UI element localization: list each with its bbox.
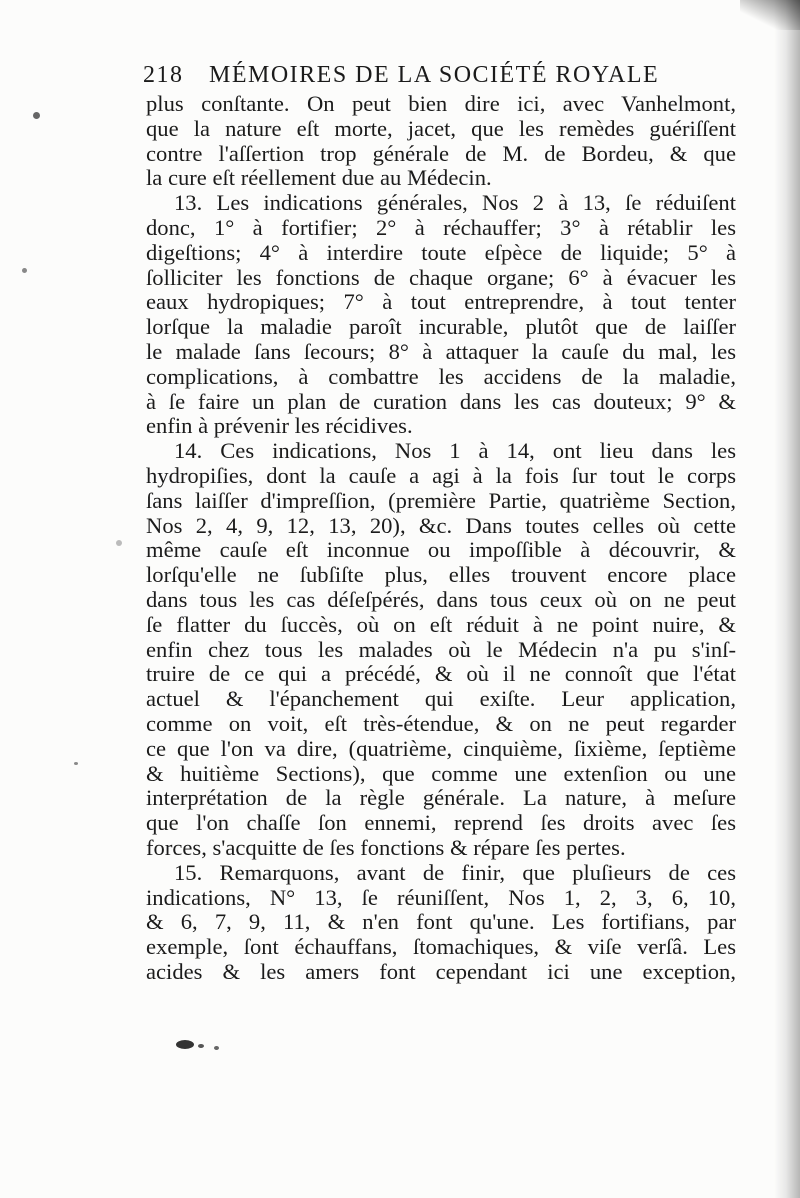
text-line: la cure eſt réellement due au Médecin. — [146, 165, 492, 191]
running-header — [143, 62, 743, 89]
text-line: comme on voit, eſt très-étendue, & on ne peut regarder — [146, 710, 736, 736]
ink-blot — [22, 268, 27, 273]
text-line: le malade ſans ſecours; 8° à attaquer la cauſe du mal, les — [146, 338, 736, 364]
text-line: 15. Remarquons, avant de finir, que pluſieurs de ces — [174, 859, 736, 885]
text-line: indications, N° 13, ſe réuniſſent, Nos 1, 2, 3, 6, 10, — [146, 884, 736, 910]
text-line: ſans laiſſer d'impreſſion, (première Partie, quatrième Section, — [146, 487, 736, 513]
text-line: & huitième Sections), que comme une extenſion ou une — [146, 760, 736, 786]
text-line: eaux hydropiques; 7° à tout entreprendre, à tout tenter — [146, 289, 736, 315]
text-line: enfin chez tous les malades où le Médecin n'a pu s'inſ- — [146, 636, 736, 662]
text-line: actuel & l'épanchement qui exiſte. Leur application, — [146, 686, 736, 712]
text-line: même cauſe eſt inconnue ou impoſſible à découvrir, & — [146, 537, 736, 563]
text-line: acides & les amers font cependant ici une exception, — [146, 958, 736, 984]
text-line: & 6, 7, 9, 11, & n'en font qu'une. Les fortifians, par — [146, 909, 736, 935]
page-edge-shadow — [774, 0, 800, 1198]
text-line: enfin à prévenir les récidives. — [146, 413, 413, 439]
text-line: que l'on chaſſe ſon ennemi, reprend ſes droits avec ſes — [146, 810, 736, 836]
text-line: hydropiſies, dont la cauſe a agi à la fois ſur tout le corps — [146, 462, 736, 488]
text-line: exemple, ſont échauffans, ſtomachiques, & viſe verſâ. Les — [146, 934, 736, 960]
text-line: forces, s'acquitte de ſes fonctions & répare ſes pertes. — [146, 834, 626, 860]
body-text — [146, 92, 736, 985]
text-line: que la nature eſt morte, jacet, que les remèdes guériſſent — [146, 115, 736, 141]
page-corner-shadow — [740, 0, 800, 30]
ink-blot — [74, 762, 78, 765]
text-line: contre l'aſſertion trop générale de M. de Bordeu, & que — [146, 140, 736, 166]
text-line: donc, 1° à fortifier; 2° à réchauffer; 3° à rétablir les — [146, 214, 736, 240]
text-line: ſe flatter du ſuccès, où on eſt réduit à ne point nuire, & — [146, 611, 736, 637]
text-line: digeſtions; 4° à interdire toute eſpèce de liquide; 5° à — [146, 239, 736, 265]
text-line: 13. Les indications générales, Nos 2 à 13, ſe réduiſent — [174, 190, 736, 216]
text-line: truire de ce qui a précédé, & où il ne connoît que l'état — [146, 661, 736, 687]
text-line: dans tous les cas déſeſpérés, dans tous ceux où on ne peut — [146, 586, 736, 612]
text-line: 14. Ces indications, Nos 1 à 14, ont lieu dans les — [174, 438, 736, 464]
ink-blot — [214, 1046, 219, 1050]
running-title: MÉMOIRES DE LA SOCIÉTÉ ROYALE — [209, 62, 660, 88]
text-line: Nos 2, 4, 9, 12, 13, 20), &c. Dans toutes celles où cette — [146, 512, 736, 538]
text-line: plus conſtante. On peut bien dire ici, avec Vanhelmont, — [146, 91, 736, 116]
ink-blot — [176, 1040, 194, 1049]
text-line: lorſque la maladie paroît incurable, plutôt que de laiſſer — [146, 314, 736, 340]
text-line: à ſe faire un plan de curation dans les cas douteux; 9° & — [146, 388, 736, 414]
ink-blot — [116, 540, 122, 546]
ink-blot — [33, 112, 40, 119]
text-line: interprétation de la règle générale. La nature, à meſure — [146, 785, 736, 811]
text-line: lorſqu'elle ne ſubſiſte plus, elles trouvent encore place — [146, 562, 736, 588]
ink-blot — [198, 1044, 204, 1048]
text-line: complications, à combattre les accidens de la maladie, — [146, 363, 736, 389]
text-line: ce que l'on va dire, (quatrième, cinquième, ſixième, ſeptième — [146, 735, 736, 761]
page-number: 218 — [143, 62, 184, 88]
text-line: ſolliciter les fonctions de chaque organe; 6° à évacuer les — [146, 264, 736, 290]
